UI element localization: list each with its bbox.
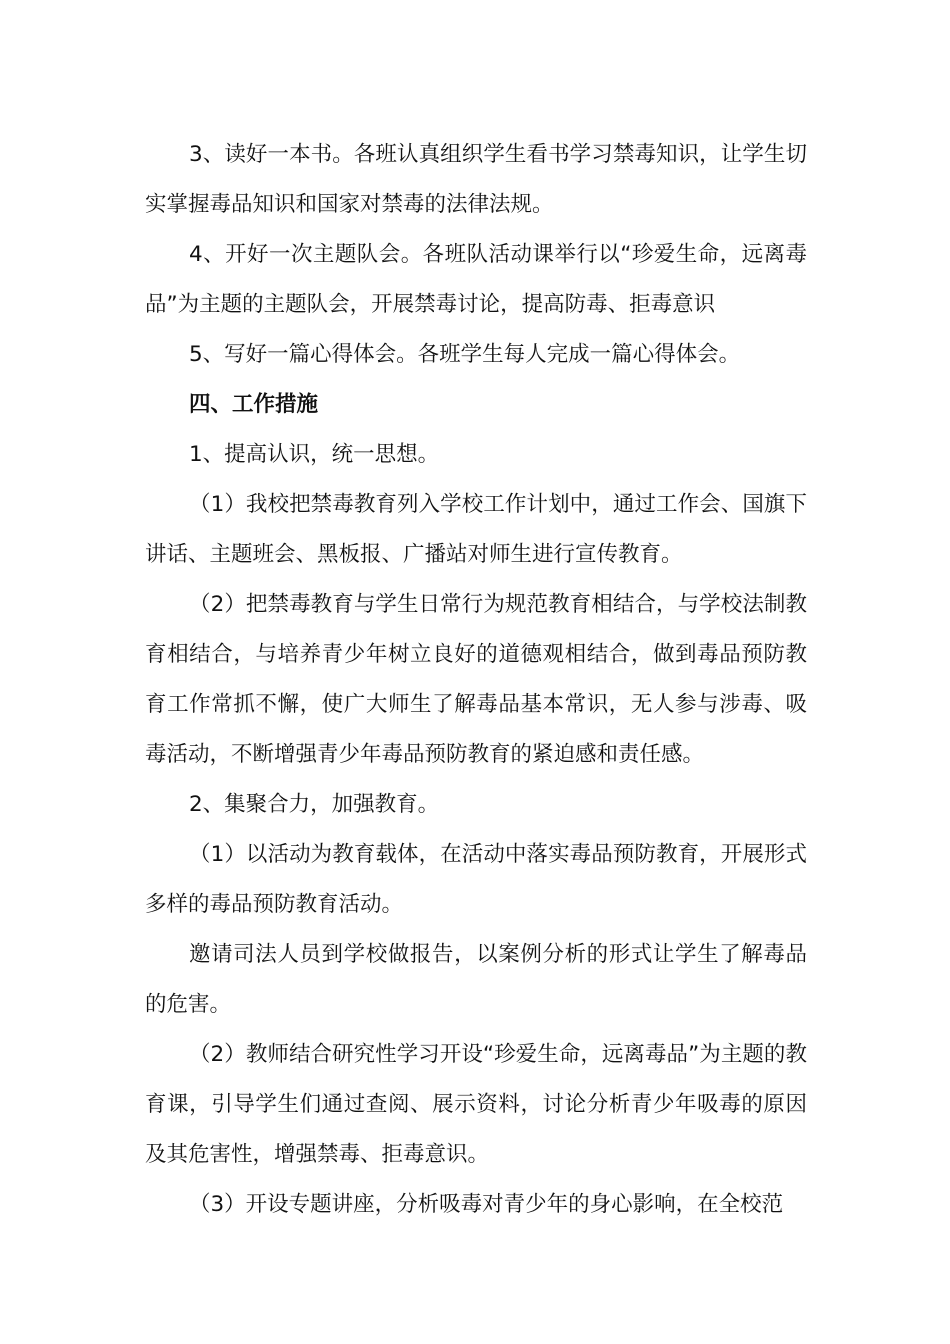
paragraph-awareness: 1、提高认识，统一思想。 [189,442,440,467]
paragraph-cooperation: 2、集聚合力，加强教育。 [189,792,440,817]
paragraph-read-book: 3、读好一本书。各班认真组织学生看书学习禁毒知识，让学生切实掌握毒品知识和国家对禁毒的法律法规。 [145,142,807,217]
paragraph-cooperation-3: （3）开设专题讲座，分析吸毒对青少年的身心影响，在全校范 [189,1192,784,1217]
paragraph-theme-meeting: 4、开好一次主题队会。各班队活动课举行以“珍爱生命，远离毒品”为主题的主题队会，开展禁毒讨论，提高防毒、拒毒意识 [145,242,807,317]
paragraph-cooperation-1: （1）以活动为教育载体，在活动中落实毒品预防教育，开展形式多样的毒品预防教育活动。 [145,842,807,917]
paragraph-cooperation-2: （2）教师结合研究性学习开设“珍爱生命，远离毒品”为主题的教育课，引导学生们通过查阅、展示资料，讨论分析青少年吸毒的原因及其危害性，增强禁毒、拒毒意识。 [145,1042,807,1167]
paragraph-invite-judicial: 邀请司法人员到学校做报告，以案例分析的形式让学生了解毒品的危害。 [145,942,807,1017]
section-heading-measures: 四、工作措施 [189,392,319,417]
paragraph-reflection: 5、写好一篇心得体会。各班学生每人完成一篇心得体会。 [189,342,741,367]
paragraph-awareness-2: （2）把禁毒教育与学生日常行为规范教育相结合，与学校法制教育相结合，与培养青少年树立良好的道德观相结合，做到毒品预防教育工作常抓不懈，使广大师生了解毒品基本常识，无人参与涉毒、吸毒活动，不断增强青少年毒品预防教育的紧迫感和责任感。 [145,592,807,767]
paragraph-awareness-1: （1）我校把禁毒教育列入学校工作计划中，通过工作会、国旗下讲话、主题班会、黑板报、广播站对师生进行宣传教育。 [145,492,807,567]
document-body [145,130,807,1230]
